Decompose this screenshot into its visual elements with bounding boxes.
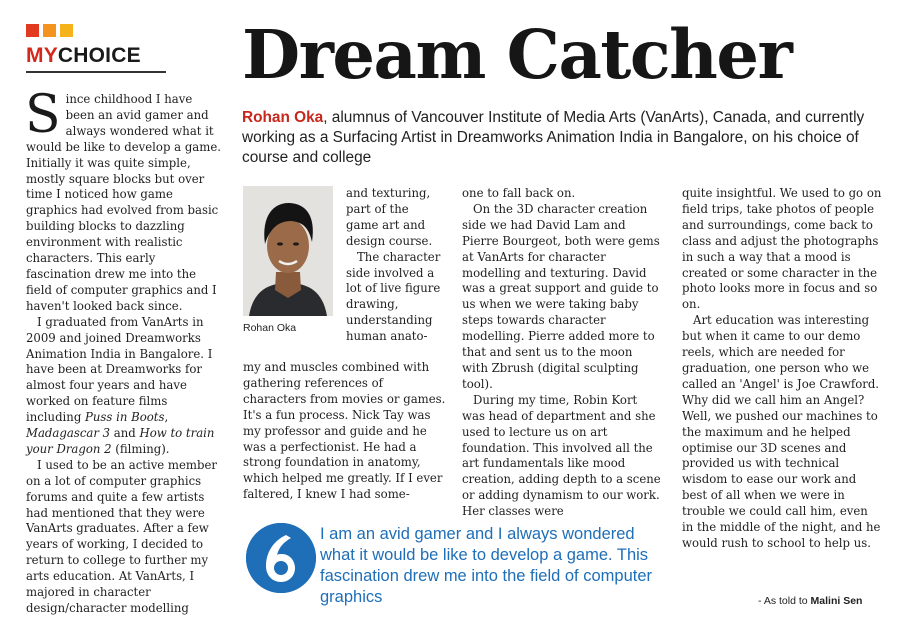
body-paragraph: Art education was interesting but when it came to our demo reels, which are needed for graduation, one person who we called an 'Angel' is Joe Crawford. Why did we call him an Angel? Well, we pushed our machines to the maximum and he helped optimise our 3D scenes and provided us with technical wisdom to ease our work and best of all when we were in trouble we could call him, even in the middle of the night, and he would rush to school to help us. xyxy=(682,313,881,550)
drop-cap: S xyxy=(25,85,61,145)
quote-icon xyxy=(246,523,316,593)
body-paragraph: my and muscles combined with gathering references of characters from movies or games. It's a fun process. Nick Tay was my professor and guide and he was a perfectionist. He had a strong foundation in anatomy, which helped me greatly. If I ever faltered, I knew I had some- xyxy=(243,360,446,502)
article-column-3 xyxy=(462,186,662,520)
brand-square-red xyxy=(26,24,39,37)
headline: Dream Catcher xyxy=(242,15,792,94)
body-paragraph: I used to be an active member on a lot of computer graphics forums and quite a few artists had mentioned that they were VanArts graduates. After a few years of working, I decided to return to college to further my arts education. At VanArts, I majored in character design/character modelling xyxy=(26,457,217,615)
byline-credit: - As told to Malini Sen xyxy=(758,595,863,607)
article-column-1 xyxy=(25,85,224,617)
body-paragraph: quite insightful. We used to go on field trips, take photos of people and surroundings, come back to class and adjust the photographs in such a way that a mood is created or some character in the photo looks more in focus and so on. xyxy=(682,186,882,312)
article-column-4 xyxy=(682,186,882,552)
pull-quote: I am an avid gamer and I always wondered what it would be like to develop a game. This fascination drew me into the field of computer graphics xyxy=(320,525,653,606)
photo-caption: Rohan Oka xyxy=(243,322,297,334)
brand-square-yellow xyxy=(60,24,73,37)
body-paragraph: On the 3D character creation side we had David Lam and Pierre Bourgeot, both were gems at VanArts for character modelling and texturing. David was a great support and guide to us when we were taking baby steps towards character modelling. Pierre added more to that and sent us to the moon with Zbrush (digital sculpting tool). xyxy=(462,201,660,391)
article-column-2-top xyxy=(346,186,442,345)
standfirst-text: , alumnus of Vancouver Institute of Media Arts (VanArts), Canada, and currently working as a Surfacing Artist in Dreamworks Animation India in Bangalore, on his choice of course and college xyxy=(242,109,865,166)
body-paragraph: I graduated from VanArts in 2009 and joined Dreamworks Animation India in Bangalore. I have been at Dreamworks for almost four years and have worked on feature films including Puss in Boots, Madagascar 3 and How to train your Dragon 2 (filming). xyxy=(26,314,215,456)
section-divider xyxy=(26,71,166,73)
article-column-2-bottom xyxy=(243,360,448,503)
body-paragraph: ince childhood I have been an avid gamer and always wondered what it would be like to develop a game. Initially it was quite simple, mostly square blocks but over time I noticed how game graphics had evolved from basic building blocks to dazzling environment with realistic characters. This early fascination drew me into the field of computer graphics and I haven't looked back since. xyxy=(26,92,221,313)
body-paragraph: and texturing, part of the game art and design course. xyxy=(346,186,433,248)
standfirst xyxy=(242,108,892,168)
portrait-photo xyxy=(243,186,333,316)
brand-square-orange xyxy=(43,24,56,37)
body-paragraph: The character side involved a lot of live figure drawing, understanding human anato- xyxy=(346,249,441,344)
standfirst-name: Rohan Oka xyxy=(242,109,324,126)
body-paragraph: one to fall back on. xyxy=(462,186,576,200)
body-paragraph: During my time, Robin Kort was head of department and she used to lecture us on art foundation. This involved all the art fundamentals like mood creation, adding depth to a scene or adding dynamism to our work. Her classes were xyxy=(462,392,661,519)
section-label: MYCHOICE xyxy=(26,44,141,67)
